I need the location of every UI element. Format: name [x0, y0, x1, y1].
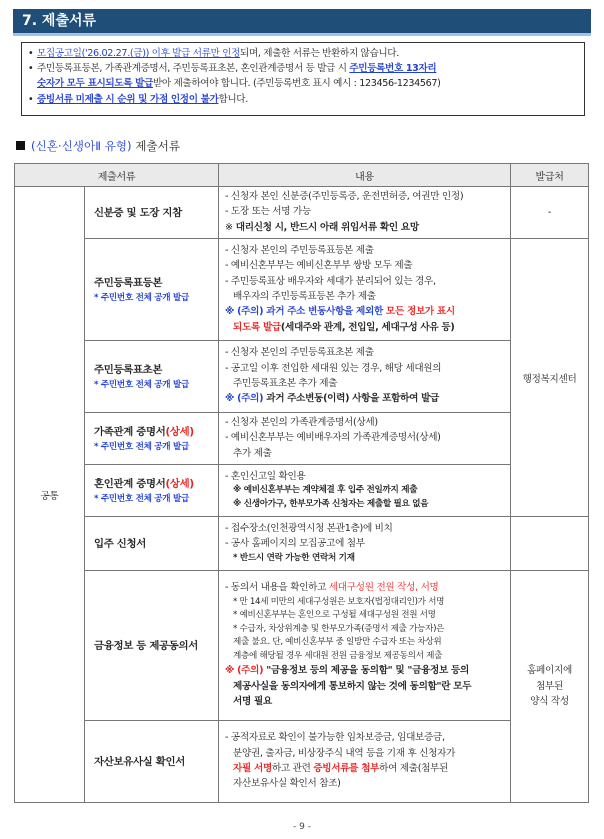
square-bullet-icon	[16, 141, 25, 150]
doc-label: 주민등록표등본	[94, 276, 163, 289]
doc-label: 입주 신청서	[94, 537, 147, 550]
header-issuer: 발급처	[511, 164, 589, 187]
table-header-row	[15, 164, 589, 187]
table-row: 혼인관계 증명서(상세) * 주민번호 전체 공개 발급 - 혼인신고일 확인용 ※ 예비신혼부부는 계약체결 후 입주 전일까지 제출 ※ 신생아가구, 한부모가족 신청자는 제출할 필요 없음	[15, 465, 589, 517]
doc-sublabel: * 주민번호 전체 공개 발급	[94, 493, 189, 504]
doc-label: 금융정보 등 제공동의서	[94, 639, 199, 652]
doc-label: 주민등록표초본	[94, 363, 163, 376]
table-row: 주민등록표초본 * 주민번호 전체 공개 발급 - 신청자 본인의 주민등록표초본 제출 - 공고일 이후 전입한 세대원 있는 경우, 해당 세대원의 주민등록표초본 추가 제출 ※ (주의) 과거 주소변동(이력) 사항을 포함하여 발급	[15, 341, 589, 413]
notice-item: • 모집공고일('26.02.27.(금)) 이후 발급 서류만 인정되며, 제출한 서류는 반환하지 않습니다.	[28, 48, 399, 59]
page-number: - 9 -	[293, 822, 311, 832]
issuer-cell: -	[511, 187, 589, 239]
table-row: 자산보유사실 확인서 - 공적자료로 확인이 불가능한 임차보증금, 임대보증금, 분양권, 출자금, 비상장주식 내역 등을 기재 후 신청자가 자필 서명하고 관련 증빙서류를 첨부하여 제출(첨부된 자산보유사실 확인서 참조)	[15, 721, 589, 803]
section-title-bar	[13, 9, 591, 36]
doc-label: 신분증 및 도장 지참	[94, 206, 182, 219]
header-documents: 제출서류	[15, 164, 219, 187]
doc-sublabel: * 주민번호 전체 공개 발급	[94, 379, 189, 390]
doc-label: 혼인관계 증명서	[94, 477, 166, 490]
doc-label: 가족관계 증명서	[94, 425, 166, 438]
notice-item: • 주민등록표등본, 가족관계증명서, 주민등록표초본, 혼인관계증명서 등 발급 시 주민등록번호 13자리 숫자가 모두 표시되도록 발급받아 제출하여야 합니다. (주민등록번호 표시 예시 : 123456-1234567)	[28, 63, 441, 90]
doc-label: 자산보유사실 확인서	[94, 755, 185, 768]
table-row: 입주 신청서 - 접수장소(인천광역시청 본관1층)에 비치 - 공사 홈페이지의 모집공고에 첨부 * 반드시 연락 가능한 연락처 기재	[15, 517, 589, 571]
page-title: 7. 제출서류	[22, 13, 97, 29]
table-row: 가족관계 증명서(상세) * 주민번호 전체 공개 발급 - 신청자 본인의 가족관계증명서(상세) - 예비신혼부부는 예비배우자의 가족관계증명서(상세) 추가 제출	[15, 413, 589, 465]
notice-box	[21, 42, 585, 116]
group-common: 공통	[15, 187, 85, 803]
header-content: 내용	[219, 164, 511, 187]
issuer-cell: 행정복지센터	[511, 239, 589, 517]
issuer-cell: 홈페이지에 첨부된 양식 작성	[511, 571, 589, 803]
table-row: 주민등록표등본 * 주민번호 전체 공개 발급 - 신청자 본인의 주민등록표등본 제출 - 예비신혼부부는 예비신혼부부 쌍방 모두 제출 - 주민등록표상 배우자와 세대가 분리되어 있는 경우, 배우자의 주민등록표등본 추가 제출 ※ (주의) 과거 주소 변동사항을 제외한 모든 정보가 표시 되도록 발급(세대주와 관계, 전입일, 세대구성 사유 등) 행정복지센터	[15, 239, 589, 341]
section-heading: (신혼·신생아Ⅱ 유형) 제출서류	[16, 138, 180, 154]
documents-table	[14, 163, 589, 803]
notice-item: • 증빙서류 미제출 시 순위 및 가점 인정이 불가합니다.	[28, 93, 248, 105]
doc-sublabel: * 주민번호 전체 공개 발급	[94, 441, 189, 452]
doc-sublabel: * 주민번호 전체 공개 발급	[94, 292, 189, 303]
table-row: 금융정보 등 제공동의서 - 동의서 내용을 확인하고 세대구성원 전원 작성, 서명 * 만 14세 미만의 세대구성원은 보호자(법정대리인)가 서명 * 예비신혼부부는 혼인으로 구성될 세대구성원 전원 서명 * 수급자, 차상위계층 및 한부모가족(증명서 제출 가능자)은 제출 불요. 단, 예비신혼부부 중 일방만 수급자 또는 차상위 계층에 해당될 경우 세대원 전원 금융정보 제공동의서 제출 ※ (주의) "금융정보 등의 제공을 동의함" 및 "금융정보 등의 제공사실을 동의자에게 통보하지 않는 것에 동의함"란 모두 서명 필요 홈페이지에 첨부된 양식 작성	[15, 571, 589, 721]
table-row: 공통 신분증 및 도장 지참 - 신청자 본인 신분증(주민등록증, 운전면허증, 여권만 인정) - 도장 또는 서명 가능 ※ 대리신청 시, 반드시 아래 위임서류 확인 요망 -	[15, 187, 589, 239]
